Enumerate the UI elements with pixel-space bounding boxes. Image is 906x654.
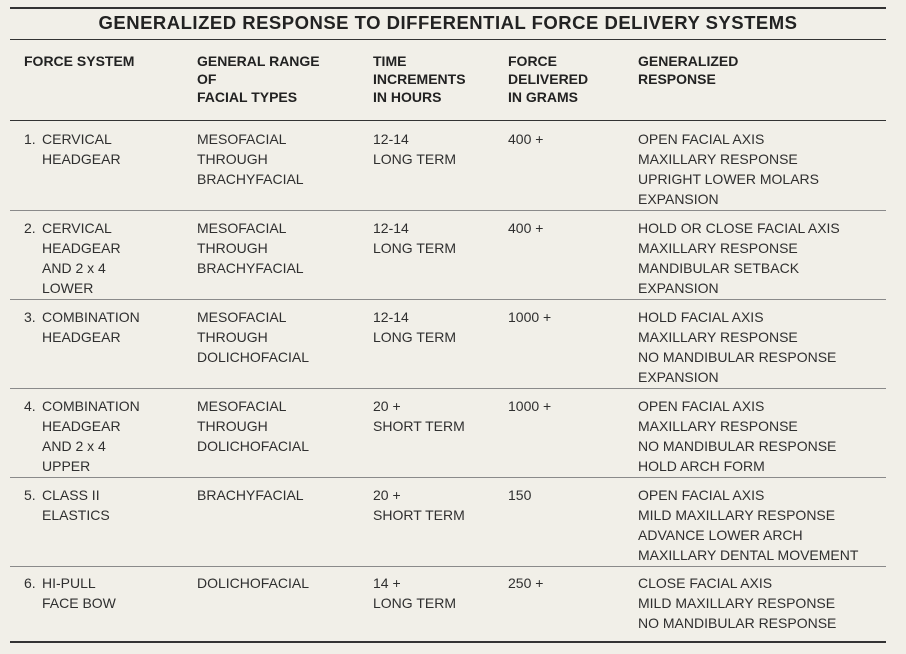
- row-5-time: 20 + SHORT TERM: [373, 487, 465, 523]
- row-3-force-system: 3. COMBINATION HEADGEAR: [24, 309, 140, 345]
- row-1-force-system: 1. CERVICAL HEADGEAR: [24, 131, 121, 167]
- row-6-facial-types: DOLICHOFACIAL: [197, 575, 310, 591]
- row-6-grams: 250 +: [508, 575, 544, 591]
- row-3-grams: 1000 +: [508, 309, 552, 325]
- row-5-facial-types: BRACHYFACIAL: [197, 487, 304, 503]
- row-6-time: 14 + LONG TERM: [373, 575, 456, 611]
- title-rule: [10, 39, 886, 40]
- top-rule: [10, 7, 886, 9]
- header-time-increments: TIME INCREMENTS IN HOURS: [373, 53, 466, 105]
- row-3-facial-types: MESOFACIAL THROUGH DOLICHOFACIAL: [197, 309, 310, 365]
- header-force-system: FORCE SYSTEM: [24, 53, 135, 69]
- row-separator: [10, 477, 886, 478]
- row-separator: [10, 210, 886, 211]
- row-5-force-system: 5. CLASS II ELASTICS: [24, 487, 110, 523]
- row-separator: [10, 299, 886, 300]
- row-2-facial-types: MESOFACIAL THROUGH BRACHYFACIAL: [197, 220, 304, 276]
- row-1-response: OPEN FACIAL AXIS MAXILLARY RESPONSE UPRIGHT LOWER MOLARS EXPANSION: [638, 131, 819, 207]
- row-1-facial-types: MESOFACIAL THROUGH BRACHYFACIAL: [197, 131, 304, 187]
- header-facial-types: GENERAL RANGE OF FACIAL TYPES: [197, 53, 320, 105]
- row-4-grams: 1000 +: [508, 398, 552, 414]
- row-2-time: 12-14 LONG TERM: [373, 220, 456, 256]
- row-4-response: OPEN FACIAL AXIS MAXILLARY RESPONSE NO MANDIBULAR RESPONSE HOLD ARCH FORM: [638, 398, 837, 474]
- row-5-response: OPEN FACIAL AXIS MILD MAXILLARY RESPONSE ADVANCE LOWER ARCH MAXILLARY DENTAL MOVEMENT: [638, 487, 859, 563]
- row-4-facial-types: MESOFACIAL THROUGH DOLICHOFACIAL: [197, 398, 310, 454]
- row-6-force-system: 6. HI-PULL FACE BOW: [24, 575, 116, 611]
- bottom-rule: [10, 641, 886, 643]
- row-6-response: CLOSE FACIAL AXIS MILD MAXILLARY RESPONSE NO MANDIBULAR RESPONSE: [638, 575, 837, 631]
- row-2-grams: 400 +: [508, 220, 544, 236]
- row-4-force-system: 4. COMBINATION HEADGEAR AND 2 x 4 UPPER: [24, 398, 140, 474]
- row-3-response: HOLD FACIAL AXIS MAXILLARY RESPONSE NO MANDIBULAR RESPONSE EXPANSION: [638, 309, 837, 385]
- header-rule: [10, 120, 886, 121]
- row-3-time: 12-14 LONG TERM: [373, 309, 456, 345]
- row-1-grams: 400 +: [508, 131, 544, 147]
- row-5-grams: 150: [508, 487, 532, 503]
- row-1-time: 12-14 LONG TERM: [373, 131, 456, 167]
- row-2-force-system: 2. CERVICAL HEADGEAR AND 2 x 4 LOWER: [24, 220, 121, 296]
- row-separator: [10, 388, 886, 389]
- header-generalized-response: GENERALIZED RESPONSE: [638, 53, 739, 87]
- row-separator: [10, 566, 886, 567]
- row-4-time: 20 + SHORT TERM: [373, 398, 465, 434]
- row-2-response: HOLD OR CLOSE FACIAL AXIS MAXILLARY RESPONSE MANDIBULAR SETBACK EXPANSION: [638, 220, 840, 296]
- header-force-grams: FORCE DELIVERED IN GRAMS: [508, 53, 589, 105]
- table-title: GENERALIZED RESPONSE TO DIFFERENTIAL FORCE DELIVERY SYSTEMS: [98, 12, 798, 33]
